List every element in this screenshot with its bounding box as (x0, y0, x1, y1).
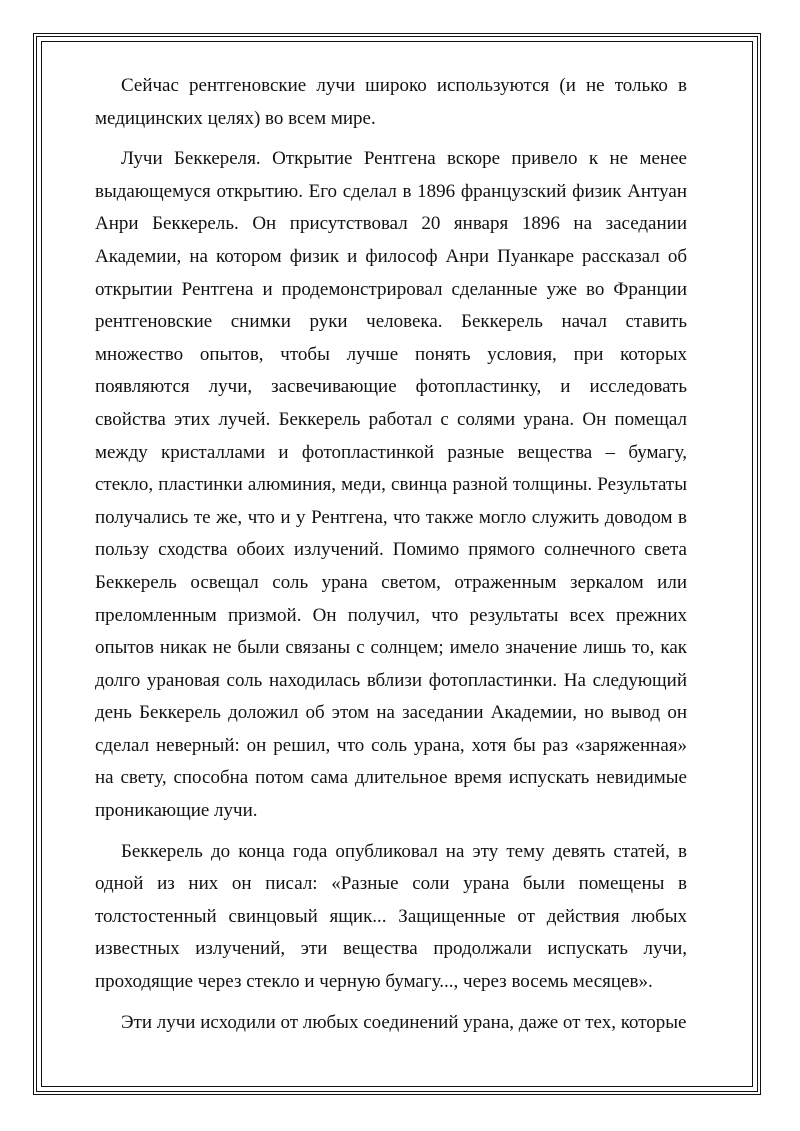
paragraph-2: Лучи Беккереля. Открытие Рентгена вскоре привело к не менее выдающемуся открытию. Его сделал в 1896 французский физик Антуан Анри Беккерель. Он присутствовал 20 января 1896 на заседании Академии, на котором физик и философ Анри Пуанкаре рассказал об открытии Рентгена и продемонстрировал сделанные уже во Франции рентгеновские снимки руки человека. Беккерель начал ставить множество опытов, чтобы лучше понять условия, при которых появляются лучи, засвечивающие фотопластинку, и исследовать свойства этих лучей. Беккерель работал с солями урана. Он помещал между кристаллами и фотопластинкой разные вещества – бумагу, стекло, пластинки алюминия, меди, свинца разной толщины. Результаты получались те же, что и у Рентгена, что также могло служить доводом в пользу сходства обоих излучений. Помимо прямого солнечного света Беккерель освещал соль урана светом, отраженным зеркалом или преломленным призмой. Он получил, что результаты всех прежних опытов никак не были связаны с солнцем; имело значение лишь то, как долго урановая соль находилась вблизи фотопластинки. На следующий день Беккерель доложил об этом на заседании Академии, но вывод он сделал неверный: он решил, что соль урана, хотя бы раз «заряженная» на свету, способна потом сама длительное время испускать невидимые проникающие лучи. (95, 148, 687, 822)
paragraph-4: Эти лучи исходили от любых соединений урана, даже от тех, которые (121, 1011, 687, 1033)
paragraph-3: Беккерель до конца года опубликовал на эту тему девять статей, в одной из них он писал: «Разные соли урана были помещены в толстостенный свинцовый ящик... Защищенные от действия любых известных излучений, эти вещества продолжали испускать лучи, проходящие через стекло и черную бумагу..., через восемь месяцев». (95, 840, 687, 993)
document-body (95, 70, 687, 1047)
paragraph-1: Сейчас рентгеновские лучи широко используются (и не только в медицинских целях) во всем мире. (95, 75, 687, 129)
